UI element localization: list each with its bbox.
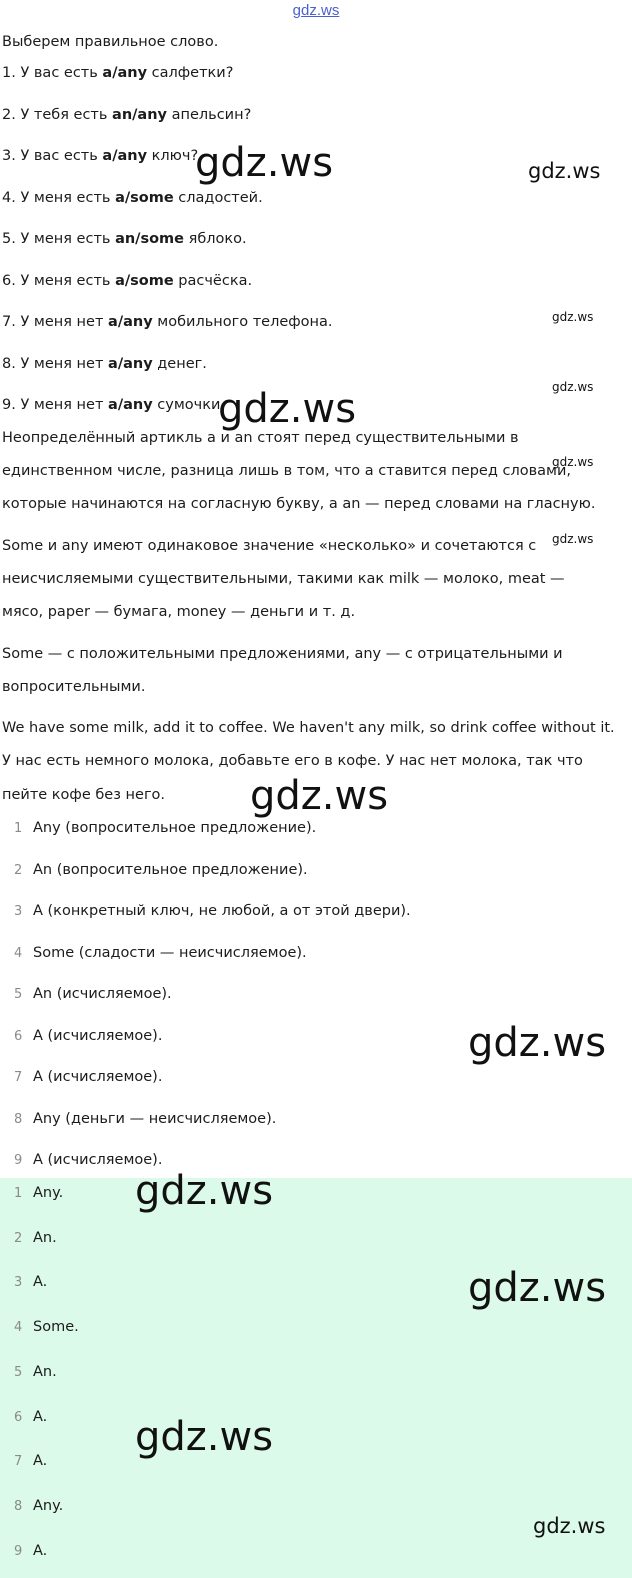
question-text: апельсин? — [167, 107, 252, 123]
question-text: 1. У вас есть — [2, 65, 103, 81]
item-number: 9 — [14, 1153, 23, 1168]
question-text: 5. У меня есть — [2, 231, 116, 247]
answer-choice: a/any — [108, 397, 153, 413]
answer-choice: a/any — [102, 148, 148, 164]
explanation-line: У нас есть немного молока, добавьте его в кофе. У нас нет молока, так что — [2, 753, 583, 769]
question-text: 4. У меня есть — [2, 190, 116, 206]
explanation-line: единственном числе, разница лишь в том, что а ставится перед словами, — [2, 463, 571, 479]
watermark: gdz.ws — [468, 1020, 607, 1066]
answer-choice: a/some — [115, 190, 174, 206]
watermark: gdz.ws — [552, 310, 594, 324]
site-link[interactable]: gdz.ws — [292, 2, 340, 19]
explanation-line: неисчисляемыми существительными, такими как milk — молоко, meat — — [2, 571, 565, 587]
item-number: 5 — [14, 987, 23, 1002]
question-text: яблоко. — [184, 231, 247, 247]
explanation-line: пейте кофе без него. — [2, 787, 166, 803]
question-text: сладостей. — [173, 190, 263, 206]
question-text: 9. У меня нет — [2, 397, 109, 413]
item-number: 2 — [14, 862, 23, 878]
answer-choice: an/any — [112, 107, 167, 123]
watermark: gdz.ws — [195, 140, 334, 186]
item-number: 4 — [14, 1320, 23, 1336]
watermark: gdz.ws — [552, 532, 594, 546]
item-number: 4 — [14, 945, 23, 961]
item-number: 7 — [14, 1454, 23, 1470]
watermark: gdz.ws — [552, 455, 594, 469]
answer-choice: a/any — [108, 314, 153, 330]
item-number: 2 — [14, 1230, 23, 1246]
answer-choice: a/any — [102, 65, 148, 81]
question-item — [2, 273, 252, 289]
item-text: Any. — [33, 1497, 64, 1514]
item-text: An (вопросительное предложение). — [33, 861, 308, 878]
question-item — [2, 190, 263, 206]
question-text: денег. — [152, 356, 207, 372]
explanation-line: Some и any имеют одинаковое значение «несколько» и сочетаются с — [2, 538, 537, 554]
question-text: расчёска. — [173, 273, 253, 289]
question-item — [2, 397, 225, 413]
item-text: Any (вопросительное предложение). — [33, 820, 317, 836]
item-number: 7 — [14, 1070, 23, 1085]
item-text: A. — [33, 1453, 48, 1470]
explanation-line: которые начинаются на согласную букву, а an — перед словами на гласную. — [2, 496, 596, 512]
item-text: Some (сладости — неисчисляемое). — [33, 944, 307, 961]
item-number: 5 — [14, 1364, 23, 1380]
item-text: An. — [33, 1363, 57, 1380]
question-item — [2, 356, 207, 372]
question-text: мобильного телефона. — [152, 314, 333, 330]
item-text: A (исчисляемое). — [33, 1027, 163, 1044]
answer-choice: a/some — [115, 273, 174, 289]
question-text: 3. У вас есть — [2, 148, 103, 164]
item-number: 1 — [14, 1186, 23, 1201]
item-number: 8 — [14, 1111, 23, 1127]
question-item — [2, 65, 233, 81]
question-text: сумочки. — [152, 397, 226, 413]
item-text: An. — [33, 1229, 57, 1246]
item-number: 8 — [14, 1498, 23, 1514]
explanation-line: We have some milk, add it to coffee. We haven't any milk, so drink coffee without it. — [2, 720, 615, 736]
question-text: 2. У тебя есть — [2, 107, 113, 123]
item-text: A. — [33, 1274, 48, 1291]
explanation-line: Some — с положительными предложениями, any — с отрицательными и — [2, 646, 563, 662]
watermark: gdz.ws — [468, 1265, 607, 1311]
question-text: салфетки? — [147, 65, 234, 81]
watermark: gdz.ws — [135, 1414, 274, 1460]
item-number: 6 — [14, 1409, 23, 1425]
explanation-line: Неопределённый артикль а и an стоят перед существительными в — [2, 430, 519, 446]
item-number: 3 — [14, 904, 23, 919]
watermark: gdz.ws — [533, 1514, 606, 1538]
question-item — [2, 314, 333, 330]
item-text: Any (деньги — неисчисляемое). — [33, 1110, 277, 1127]
item-text: A. — [33, 1542, 48, 1559]
answer-choice: a/any — [108, 356, 153, 372]
item-number: 3 — [14, 1275, 23, 1291]
watermark: gdz.ws — [528, 159, 601, 183]
item-number: 1 — [14, 821, 23, 836]
watermark: gdz.ws — [135, 1168, 274, 1214]
item-text: A (исчисляемое). — [33, 1069, 163, 1085]
item-text: A (исчисляемое). — [33, 1152, 163, 1168]
item-number: 9 — [14, 1543, 23, 1559]
intro-text: Выберем правильное слово. — [2, 34, 219, 50]
question-text: 7. У меня нет — [2, 314, 109, 330]
question-item — [2, 231, 247, 247]
item-text: A. — [33, 1408, 48, 1425]
item-text: Some. — [33, 1319, 79, 1336]
item-text: An (исчисляемое). — [33, 986, 172, 1002]
question-item — [2, 148, 198, 164]
watermark: gdz.ws — [250, 773, 389, 819]
explanation-line: вопросительными. — [2, 679, 146, 695]
question-text: 6. У меня есть — [2, 273, 116, 289]
question-text: 8. У меня нет — [2, 356, 109, 372]
explanation-line: мясо, paper — бумага, money — деньги и т. д. — [2, 604, 356, 620]
item-number: 6 — [14, 1028, 23, 1044]
watermark: gdz.ws — [552, 380, 594, 394]
item-text: A (конкретный ключ, не любой, а от этой двери). — [33, 903, 411, 919]
answer-choice: an/some — [115, 231, 185, 247]
question-item — [2, 107, 251, 123]
watermark: gdz.ws — [218, 386, 357, 432]
question-text: ключ? — [147, 148, 199, 164]
item-text: Any. — [33, 1185, 64, 1201]
